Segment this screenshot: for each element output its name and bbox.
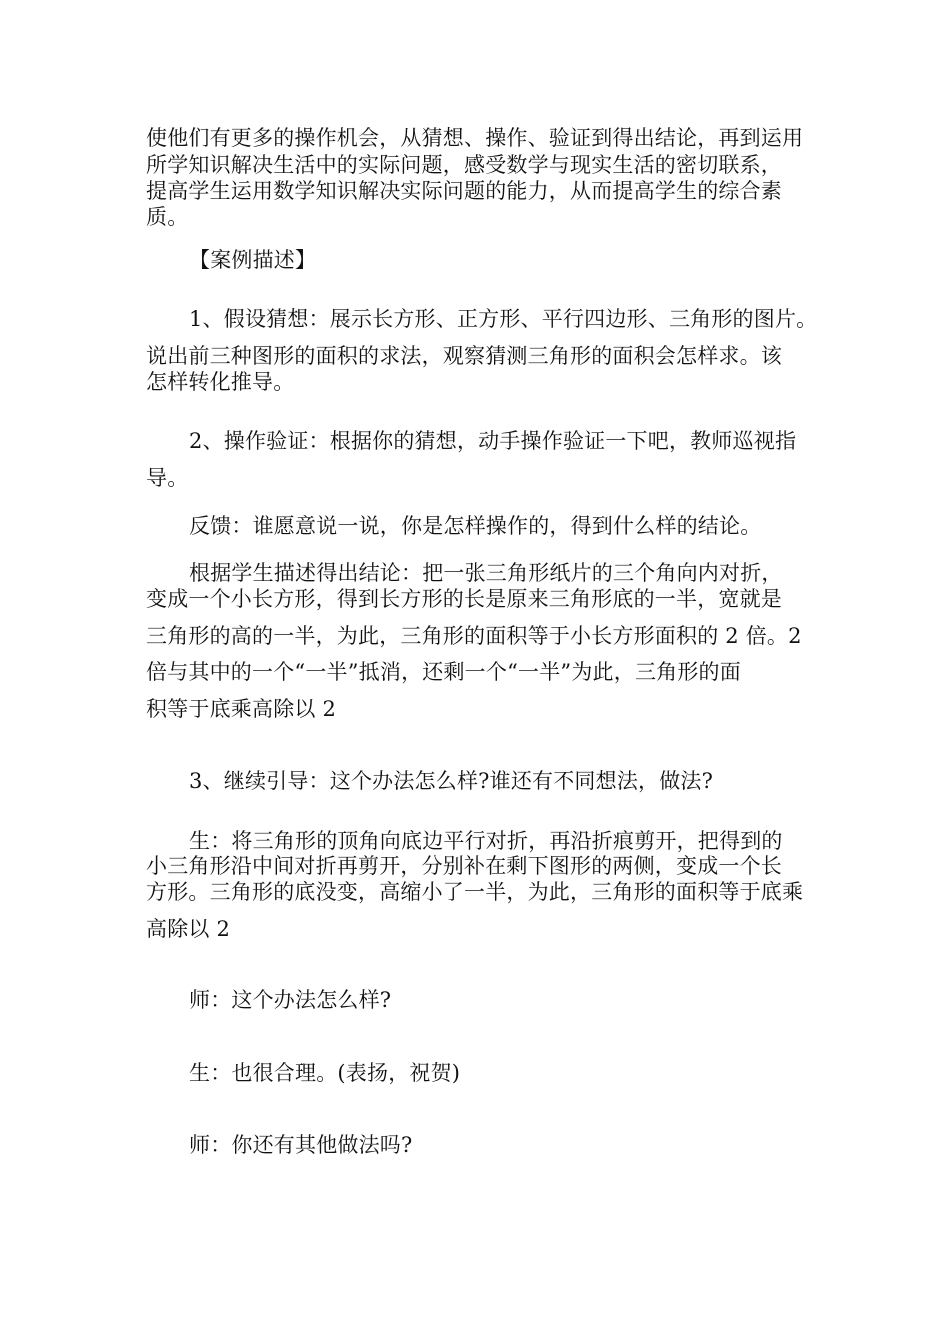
dialogue-line: 生：也很合理。(表扬，祝贺): [189, 1061, 461, 1085]
paragraph-line: 反馈：谁愿意说一说，你是怎样操作的，得到什么样的结论。: [189, 514, 762, 538]
paragraph-line: 根据学生描述得出结论：把一张三角形纸片的三个角向内对折，: [189, 561, 783, 585]
paragraph-line: 2、操作验证：根据你的猜想，动手操作验证一下吧，教师巡视指: [189, 429, 797, 453]
paragraph-line: 3、继续引导：这个办法怎么样?谁还有不同想法，做法?: [189, 769, 714, 793]
paragraph-line: 高除以 2: [146, 917, 231, 941]
paragraph-line: 积等于底乘高除以 2: [146, 697, 337, 721]
paragraph-line: 说出前三种图形的面积的求法，观察猜测三角形的面积会怎样求。该: [146, 344, 782, 368]
paragraph-line: 生：将三角形的顶角向底边平行对折，再沿折痕剪开，把得到的: [189, 829, 783, 853]
paragraph-line: 提高学生运用数学知识解决实际问题的能力，从而提高学生的综合素: [146, 179, 782, 203]
paragraph-line: 小三角形沿中间对折再剪开，分别补在剩下图形的两侧，变成一个长: [146, 854, 782, 878]
dialogue-line: 师：这个办法怎么样?: [189, 988, 392, 1012]
paragraph-line: 变成一个小长方形，得到长方形的长是原来三角形底的一半，宽就是: [146, 587, 782, 611]
paragraph-line: 所学知识解决生活中的实际问题，感受数学与现实生活的密切联系，: [146, 153, 782, 177]
dialogue-line: 师：你还有其他做法吗?: [189, 1133, 413, 1157]
paragraph-line: 质。: [146, 205, 189, 229]
paragraph-line: 三角形的高的一半，为此，三角形的面积等于小长方形面积的 2 倍。2: [146, 624, 802, 648]
paragraph-line: 怎样转化推导。: [146, 370, 295, 394]
paragraph-line: 方形。三角形的底没变，高缩小了一半，为此，三角形的面积等于底乘: [146, 880, 804, 904]
paragraph-line: 1、假设猜想：展示长方形、正方形、平行四边形、三角形的图片。: [189, 307, 818, 331]
paragraph-line: 倍与其中的一个“一半”抵消，还剩一个“一半”为此，三角形的面: [146, 660, 741, 684]
paragraph-line: 导。: [146, 466, 189, 490]
paragraph-line: 使他们有更多的操作机会，从猜想、操作、验证到得出结论，再到运用: [146, 126, 804, 150]
section-heading: 【案例描述】: [189, 248, 317, 272]
